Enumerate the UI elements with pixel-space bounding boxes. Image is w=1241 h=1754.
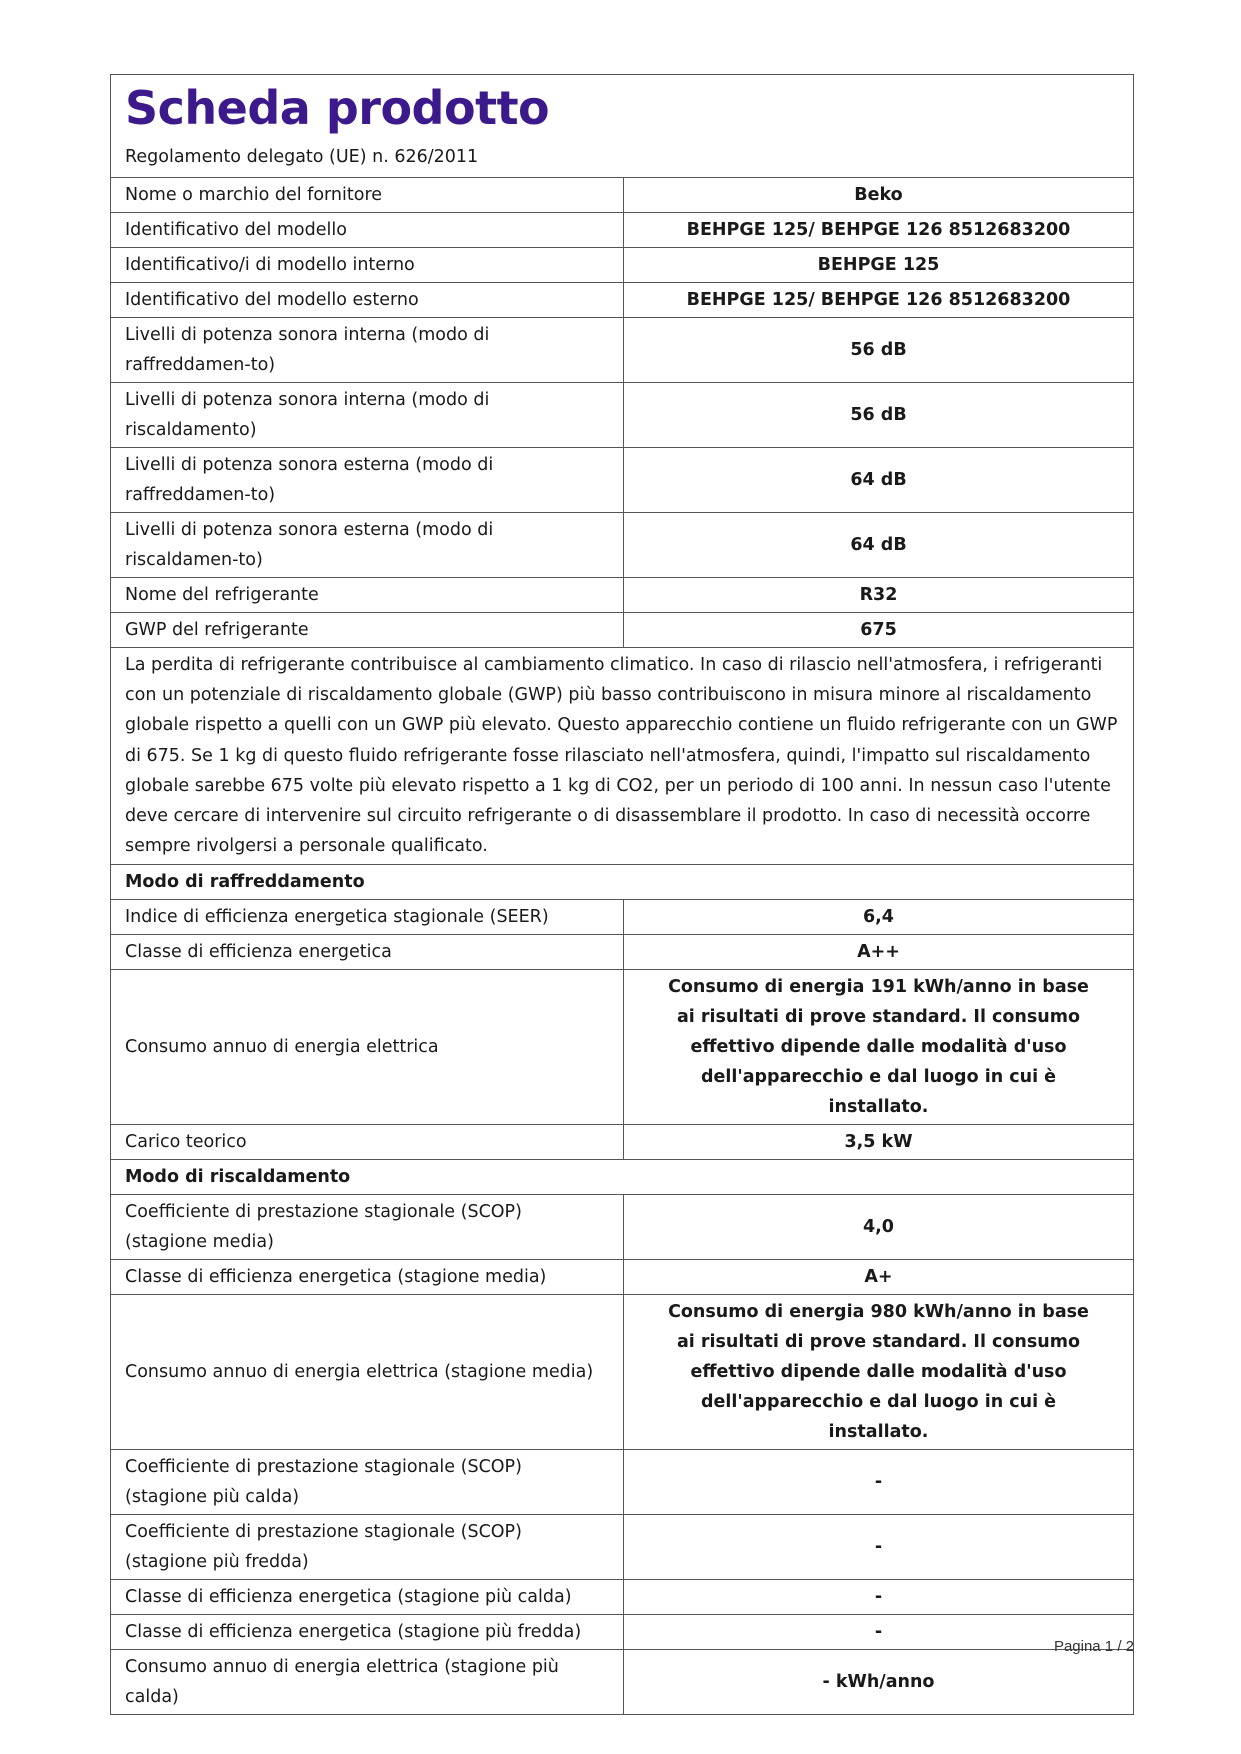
table-row bbox=[111, 1260, 1133, 1295]
table-row bbox=[111, 1195, 1133, 1260]
table-row bbox=[111, 178, 1133, 213]
table-row bbox=[111, 1580, 1133, 1615]
row-label: Classe di efficienza energetica (stagione più fredda) bbox=[111, 1615, 624, 1650]
row-value: 56 dB bbox=[624, 383, 1134, 448]
row-label: Livelli di potenza sonora interna (modo di riscaldamento) bbox=[111, 383, 624, 448]
row-value: - bbox=[624, 1515, 1134, 1580]
row-label: Classe di efficienza energetica (stagione più calda) bbox=[111, 1580, 624, 1615]
row-value: 64 dB bbox=[624, 513, 1134, 578]
section-row bbox=[111, 865, 1133, 900]
row-label: Indice di efficienza energetica stagionale (SEER) bbox=[111, 900, 624, 935]
row-value: - kWh/anno bbox=[624, 1650, 1134, 1715]
row-value: R32 bbox=[624, 578, 1134, 613]
row-label: Identificativo/i di modello interno bbox=[111, 248, 624, 283]
table-row bbox=[111, 448, 1133, 513]
row-label: Livelli di potenza sonora esterna (modo di raffreddamen-to) bbox=[111, 448, 624, 513]
row-label: Consumo annuo di energia elettrica (stagione più calda) bbox=[111, 1650, 624, 1715]
table-row bbox=[111, 1615, 1133, 1650]
row-label: Coefficiente di prestazione stagionale (SCOP) (stagione più fredda) bbox=[111, 1515, 624, 1580]
row-value: - bbox=[624, 1615, 1134, 1650]
table-row bbox=[111, 1295, 1133, 1450]
row-value: Consumo di energia 980 kWh/anno in base ai risultati di prove standard. Il consumo effettivo dipende dalle modalità d'uso dell'apparecchio e dal luogo in cui è installato. bbox=[624, 1295, 1134, 1450]
row-value: 675 bbox=[624, 613, 1134, 648]
row-label: Carico teorico bbox=[111, 1125, 624, 1160]
table-row bbox=[111, 578, 1133, 613]
row-label: Identificativo del modello esterno bbox=[111, 283, 624, 318]
table-row bbox=[111, 1125, 1133, 1160]
row-label: Identificativo del modello bbox=[111, 213, 624, 248]
refrigerant-note: La perdita di refrigerante contribuisce al cambiamento climatico. In caso di rilascio nell'atmosfera, i refrigeranti con un potenziale di riscaldamento globale (GWP) più basso contribuiscono in misura minore al riscaldamento globale rispetto a quelli con un GWP più elevato. Questo apparecchio contiene un fluido refrigerante con un GWP di 675. Se 1 kg di questo fluido refrigerante fosse rilasciato nell'atmosfera, quindi, l'impatto sul riscaldamento globale sarebbe 675 volte più elevato rispetto a 1 kg di CO2, per un periodo di 100 anni. In nessun caso l'utente deve cercare di intervenire sul circuito refrigerante o di disassemblare il prodotto. In caso di necessità occorre sempre rivolgersi a personale qualificato. bbox=[111, 648, 1133, 865]
row-value: A++ bbox=[624, 935, 1134, 970]
sheet-header bbox=[111, 75, 1133, 178]
table-row bbox=[111, 213, 1133, 248]
row-value: - bbox=[624, 1580, 1134, 1615]
row-label: Nome del refrigerante bbox=[111, 578, 624, 613]
table-row bbox=[111, 1650, 1133, 1715]
row-value: 4,0 bbox=[624, 1195, 1134, 1260]
row-value: BEHPGE 125 bbox=[624, 248, 1134, 283]
table-row bbox=[111, 935, 1133, 970]
row-value: A+ bbox=[624, 1260, 1134, 1295]
row-value: 3,5 kW bbox=[624, 1125, 1134, 1160]
table-row bbox=[111, 513, 1133, 578]
row-label: Livelli di potenza sonora interna (modo di raffreddamen-to) bbox=[111, 318, 624, 383]
row-value: Consumo di energia 191 kWh/anno in base ai risultati di prove standard. Il consumo effettivo dipende dalle modalità d'uso dell'apparecchio e dal luogo in cui è installato. bbox=[624, 970, 1134, 1125]
row-value: - bbox=[624, 1450, 1134, 1515]
table-row bbox=[111, 900, 1133, 935]
table-row bbox=[111, 1515, 1133, 1580]
row-label: Classe di efficienza energetica bbox=[111, 935, 624, 970]
page-title: Scheda prodotto bbox=[125, 81, 550, 135]
row-label: Classe di efficienza energetica (stagione media) bbox=[111, 1260, 624, 1295]
table-row bbox=[111, 970, 1133, 1125]
row-value: BEHPGE 125/ BEHPGE 126 8512683200 bbox=[624, 283, 1134, 318]
row-label: Coefficiente di prestazione stagionale (SCOP) (stagione media) bbox=[111, 1195, 624, 1260]
table-row bbox=[111, 383, 1133, 448]
row-label: Consumo annuo di energia elettrica (stagione media) bbox=[111, 1295, 624, 1450]
table-row bbox=[111, 283, 1133, 318]
row-label: Nome o marchio del fornitore bbox=[111, 178, 624, 213]
product-sheet bbox=[110, 74, 1134, 1715]
row-label: GWP del refrigerante bbox=[111, 613, 624, 648]
heating-section-heading: Modo di riscaldamento bbox=[111, 1160, 1133, 1195]
row-value: 56 dB bbox=[624, 318, 1134, 383]
section-row bbox=[111, 1160, 1133, 1195]
regulation-reference: Regolamento delegato (UE) n. 626/2011 bbox=[125, 147, 479, 167]
row-value: BEHPGE 125/ BEHPGE 126 8512683200 bbox=[624, 213, 1134, 248]
cooling-section-heading: Modo di raffreddamento bbox=[111, 865, 1133, 900]
row-value: 6,4 bbox=[624, 900, 1134, 935]
row-value: Beko bbox=[854, 185, 903, 205]
table-row bbox=[111, 613, 1133, 648]
product-table bbox=[111, 178, 1133, 1714]
row-label: Consumo annuo di energia elettrica bbox=[111, 970, 624, 1125]
table-row bbox=[111, 248, 1133, 283]
row-label: Livelli di potenza sonora esterna (modo di riscaldamen-to) bbox=[111, 513, 624, 578]
table-row bbox=[111, 318, 1133, 383]
row-label: Coefficiente di prestazione stagionale (SCOP) (stagione più calda) bbox=[111, 1450, 624, 1515]
page-number: Pagina 1 / 2 bbox=[1053, 1638, 1134, 1655]
row-value: 64 dB bbox=[624, 448, 1134, 513]
table-row bbox=[111, 1450, 1133, 1515]
refrigerant-note-row bbox=[111, 648, 1133, 865]
